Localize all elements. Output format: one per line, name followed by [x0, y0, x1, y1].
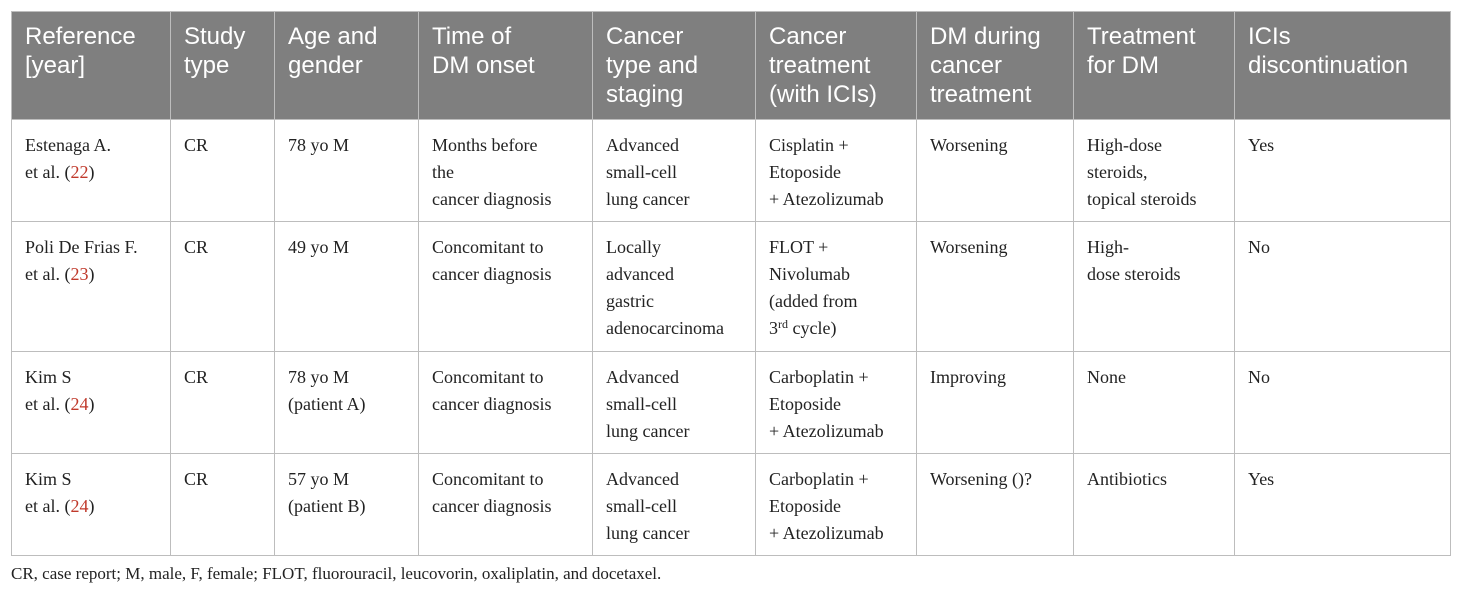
- header-dm-treatment: Treatment for DM: [1074, 12, 1235, 120]
- cancer-treatment-cell: Carboplatin + Etoposide + Atezolizumab: [756, 352, 917, 454]
- case-report-table: [11, 11, 1451, 556]
- age-gender-cell: 49 yo M: [275, 222, 419, 352]
- citation-link[interactable]: 24: [70, 394, 89, 414]
- citation-link[interactable]: 22: [70, 162, 89, 182]
- ici-discontinuation-cell: No: [1235, 222, 1451, 352]
- citation-link[interactable]: 23: [70, 264, 89, 284]
- dm-treatment-cell: None: [1074, 352, 1235, 454]
- dm-during-cell: Worsening: [917, 120, 1074, 222]
- cancer-treatment-cell: FLOT + Nivolumab (added from 3rd cycle): [756, 222, 917, 352]
- header-study-type: Study type: [171, 12, 275, 120]
- ici-discontinuation-cell: No: [1235, 352, 1451, 454]
- ici-discontinuation-cell: Yes: [1235, 120, 1451, 222]
- dm-during-cell: Worsening: [917, 222, 1074, 352]
- age-gender-cell: 57 yo M (patient B): [275, 454, 419, 556]
- reference-cell: Poli De Frias F. et al. (23): [12, 222, 171, 352]
- header-row: [12, 12, 1451, 120]
- age-gender-cell: 78 yo M (patient A): [275, 352, 419, 454]
- header-dm-during-treatment: DM during cancer treatment: [917, 12, 1074, 120]
- header-cancer-type: Cancer type and staging: [593, 12, 756, 120]
- header-cancer-treatment: Cancer treatment (with ICIs): [756, 12, 917, 120]
- study-type-cell: CR: [171, 352, 275, 454]
- table-row: [12, 120, 1451, 222]
- dm-treatment-cell: High-dose steroids, topical steroids: [1074, 120, 1235, 222]
- cancer-type-cell: Advanced small-cell lung cancer: [593, 454, 756, 556]
- header-dm-onset: Time of DM onset: [419, 12, 593, 120]
- cancer-type-cell: Locally advanced gastric adenocarcinoma: [593, 222, 756, 352]
- header-reference: Reference [year]: [12, 12, 171, 120]
- cancer-type-cell: Advanced small-cell lung cancer: [593, 352, 756, 454]
- cancer-type-cell: Advanced small-cell lung cancer: [593, 120, 756, 222]
- header-ici-discontinuation: ICIs discontinuation: [1235, 12, 1451, 120]
- dm-onset-cell: Concomitant to cancer diagnosis: [419, 352, 593, 454]
- ici-discontinuation-cell: Yes: [1235, 454, 1451, 556]
- dm-onset-cell: Concomitant to cancer diagnosis: [419, 454, 593, 556]
- age-gender-cell: 78 yo M: [275, 120, 419, 222]
- table-footnote: CR, case report; M, male, F, female; FLOT, fluorouracil, leucovorin, oxaliplatin, and docetaxel.: [11, 564, 662, 583]
- dm-onset-cell: Concomitant to cancer diagnosis: [419, 222, 593, 352]
- table-row: [12, 222, 1451, 352]
- dm-during-cell: Worsening ()?: [917, 454, 1074, 556]
- citation-link[interactable]: 24: [70, 496, 89, 516]
- results-table-container: [11, 11, 1450, 556]
- cancer-treatment-cell: Cisplatin + Etoposide + Atezolizumab: [756, 120, 917, 222]
- dm-treatment-cell: High- dose steroids: [1074, 222, 1235, 352]
- study-type-cell: CR: [171, 222, 275, 352]
- dm-during-cell: Improving: [917, 352, 1074, 454]
- header-age-gender: Age and gender: [275, 12, 419, 120]
- dm-treatment-cell: Antibiotics: [1074, 454, 1235, 556]
- cancer-treatment-cell: Carboplatin + Etoposide + Atezolizumab: [756, 454, 917, 556]
- dm-onset-cell: Months before the cancer diagnosis: [419, 120, 593, 222]
- reference-cell: Estenaga A. et al. (22): [12, 120, 171, 222]
- table-row: [12, 454, 1451, 556]
- reference-cell: Kim S et al. (24): [12, 454, 171, 556]
- reference-cell: Kim S et al. (24): [12, 352, 171, 454]
- table-row: [12, 352, 1451, 454]
- study-type-cell: CR: [171, 454, 275, 556]
- study-type-cell: CR: [171, 120, 275, 222]
